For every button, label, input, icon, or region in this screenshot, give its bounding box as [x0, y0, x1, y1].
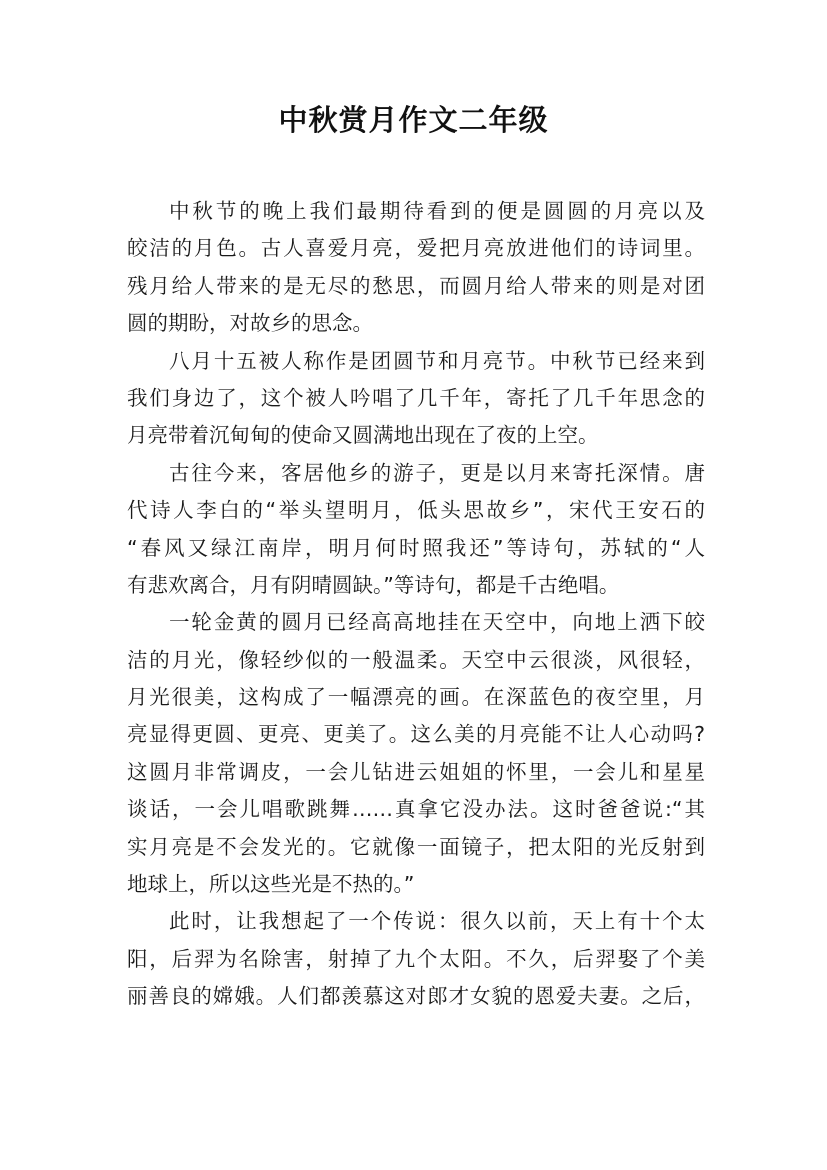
text-line: 谈话，一会儿唱歌跳舞……真拿它没办法。这时爸爸说:“其 [127, 797, 705, 822]
document-title: 中秋赏月作文二年级 [278, 103, 549, 137]
text-line: 月光很美，这构成了一幅漂亮的画。在深蓝色的夜空里，月 [127, 685, 705, 710]
text-line: 一轮金黄的圆月已经高高地挂在天空中，向地上洒下皎 [169, 610, 705, 635]
text-line: 中秋节的晚上我们最期待看到的便是圆圆的月亮以及 [169, 199, 705, 223]
text-line: 八月十五被人称作是团圆节和月亮节。中秋节已经来到 [169, 348, 705, 373]
text-line: 古往今来，客居他乡的游子，更是以月来寄托深情。唐 [169, 460, 705, 485]
document-body [127, 193, 705, 1016]
text-line: “春风又绿江南岸，明月何时照我还”等诗句，苏轼的“人 [127, 535, 705, 560]
text-line: 地球上，所以这些光是不热的。” [127, 872, 415, 897]
text-line: 残月给人带来的是无尽的愁思，而圆月给人带来的则是对团 [127, 273, 705, 298]
text-line: 月亮带着沉甸甸的使命又圆满地出现在了夜的上空。 [127, 423, 599, 448]
text-line: 我们身边了，这个被人吟唱了几千年，寄托了几千年思念的 [127, 385, 705, 410]
text-line: 代诗人李白的“举头望明月，低头思故乡”，宋代王安石的 [127, 498, 705, 523]
text-line: 此时，让我想起了一个传说：很久以前，天上有十个太 [169, 909, 705, 934]
text-line: 阳，后羿为名除害，射掉了九个太阳。不久，后羿娶了个美 [127, 946, 705, 971]
text-line: 圆的期盼，对故乡的思念。 [127, 311, 373, 336]
text-line: 丽善良的嫦娥。人们都羡慕这对郎才女貌的恩爱夫妻。之后， [127, 984, 705, 1009]
text-line: 这圆月非常调皮，一会儿钻进云姐姐的怀里，一会儿和星星 [127, 759, 705, 784]
text-line: 皎洁的月色。古人喜爱月亮，爱把月亮放进他们的诗词里。 [127, 236, 705, 261]
text-line: 洁的月光，像轻纱似的一般温柔。天空中云很淡，风很轻， [127, 647, 705, 672]
text-line: 实月亮是不会发光的。它就像一面镜子，把太阳的光反射到 [127, 834, 705, 859]
text-line: 亮显得更圆、更亮、更美了。这么美的月亮能不让人心动吗? [127, 722, 705, 747]
text-line: 有悲欢离合，月有阴晴圆缺。”等诗句，都是千古绝唱。 [127, 572, 620, 597]
